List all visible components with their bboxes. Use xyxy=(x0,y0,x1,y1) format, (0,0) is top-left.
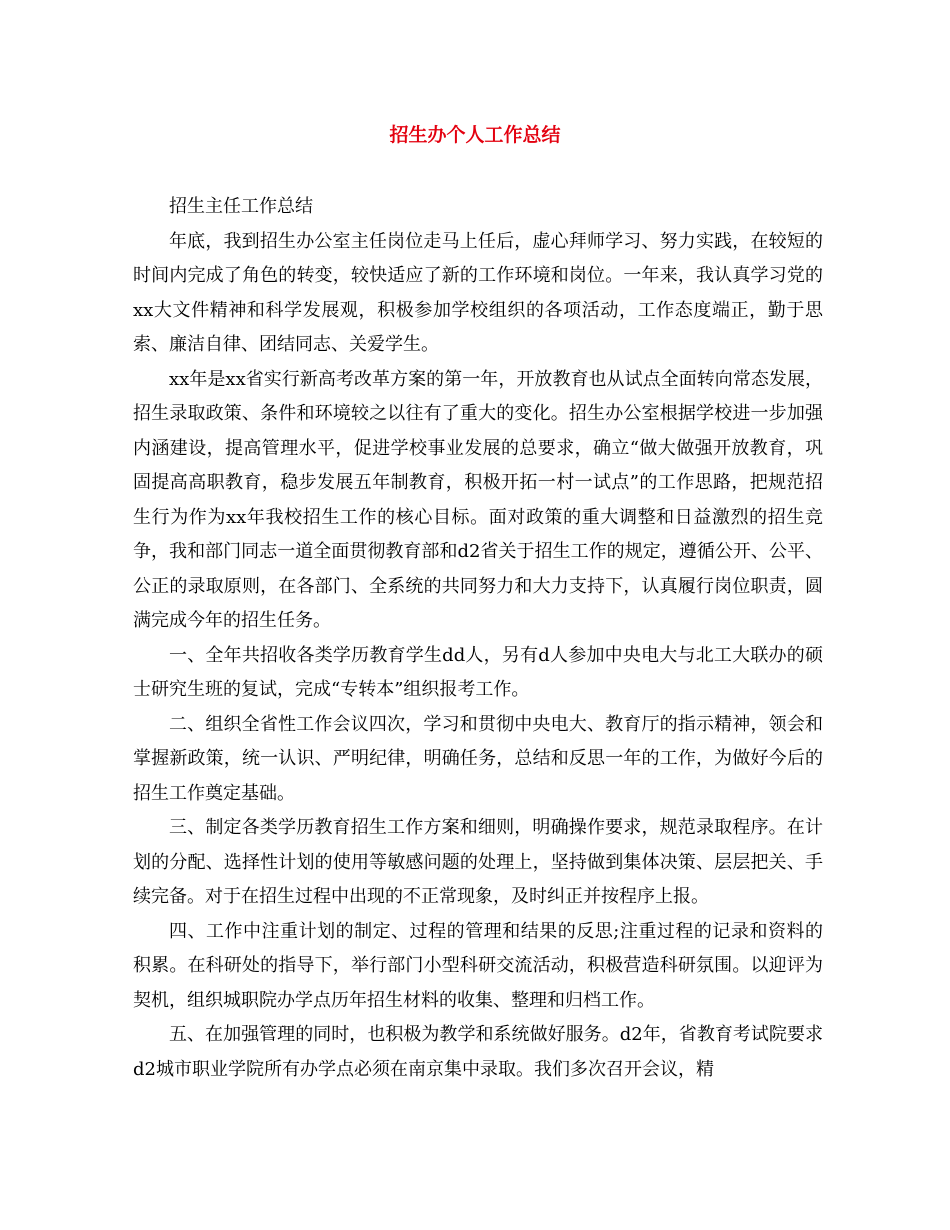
paragraph: 年底，我到招生办公室主任岗位走马上任后，虚心拜师学习、努力实践，在较短的时间内完成了角色的转变，较快适应了新的工作环境和岗位。一年来，我认真学习党的xx大文件精神和科学发展观，积极参加学校组织的各项活动，工作态度端正，勤于思索、廉洁自律、团结同志、关爱学生。 xyxy=(133,230,823,355)
paragraph: 五、在加强管理的同时，也积极为教学和系统做好服务。d2年，省教育考试院要求d2城市职业学院所有办学点必须在南京集中录取。我们多次召开会议，精 xyxy=(133,1024,823,1080)
document-body xyxy=(133,190,823,1087)
paragraph: 一、全年共招收各类学历教育学生dd人，另有d人参加中央电大与北工大联办的硕士研究生班的复试，完成“专转本”组织报考工作。 xyxy=(133,644,823,700)
section-heading: 招生主任工作总结 xyxy=(169,196,313,217)
paragraph: 四、工作中注重计划的制定、过程的管理和结果的反思;注重过程的记录和资料的积累。在科研处的指导下，举行部门小型科研交流活动，积极营造科研氛围。以迎评为契机，组织城职院办学点历年招生材料的收集、整理和归档工作。 xyxy=(133,920,823,1011)
document-title: 招生办个人工作总结 xyxy=(389,124,561,146)
paragraph: 二、组织全省性工作会议四次，学习和贯彻中央电大、教育厅的指示精神，领会和掌握新政策，统一认识、严明纪律，明确任务，总结和反思一年的工作，为做好今后的招生工作奠定基础。 xyxy=(133,713,823,804)
paragraph: xx年是xx省实行新高考改革方案的第一年，开放教育也从试点全面转向常态发展，招生录取政策、条件和环境较之以往有了重大的变化。招生办公室根据学校进一步加强内涵建设，提高管理水平，促进学校事业发展的总要求，确立“做大做强开放教育，巩固提高高职教育，稳步发展五年制教育，积极开拓一村一试点”的工作思路，把规范招生行为作为xx年我校招生工作的核心目标。面对政策的重大调整和日益激烈的招生竞争，我和部门同志一道全面贯彻教育部和d2省关于招生工作的规定，遵循公开、公平、公正的录取原则，在各部门、全系统的共同努力和大力支持下，认真履行岗位职责，圆满完成今年的招生任务。 xyxy=(133,368,823,631)
paragraph: 三、制定各类学历教育招生工作方案和细则，明确操作要求，规范录取程序。在计划的分配、选择性计划的使用等敏感问题的处理上，坚持做到集体决策、层层把关、手续完备。对于在招生过程中出现的不正常现象，及时纠正并按程序上报。 xyxy=(133,817,823,907)
